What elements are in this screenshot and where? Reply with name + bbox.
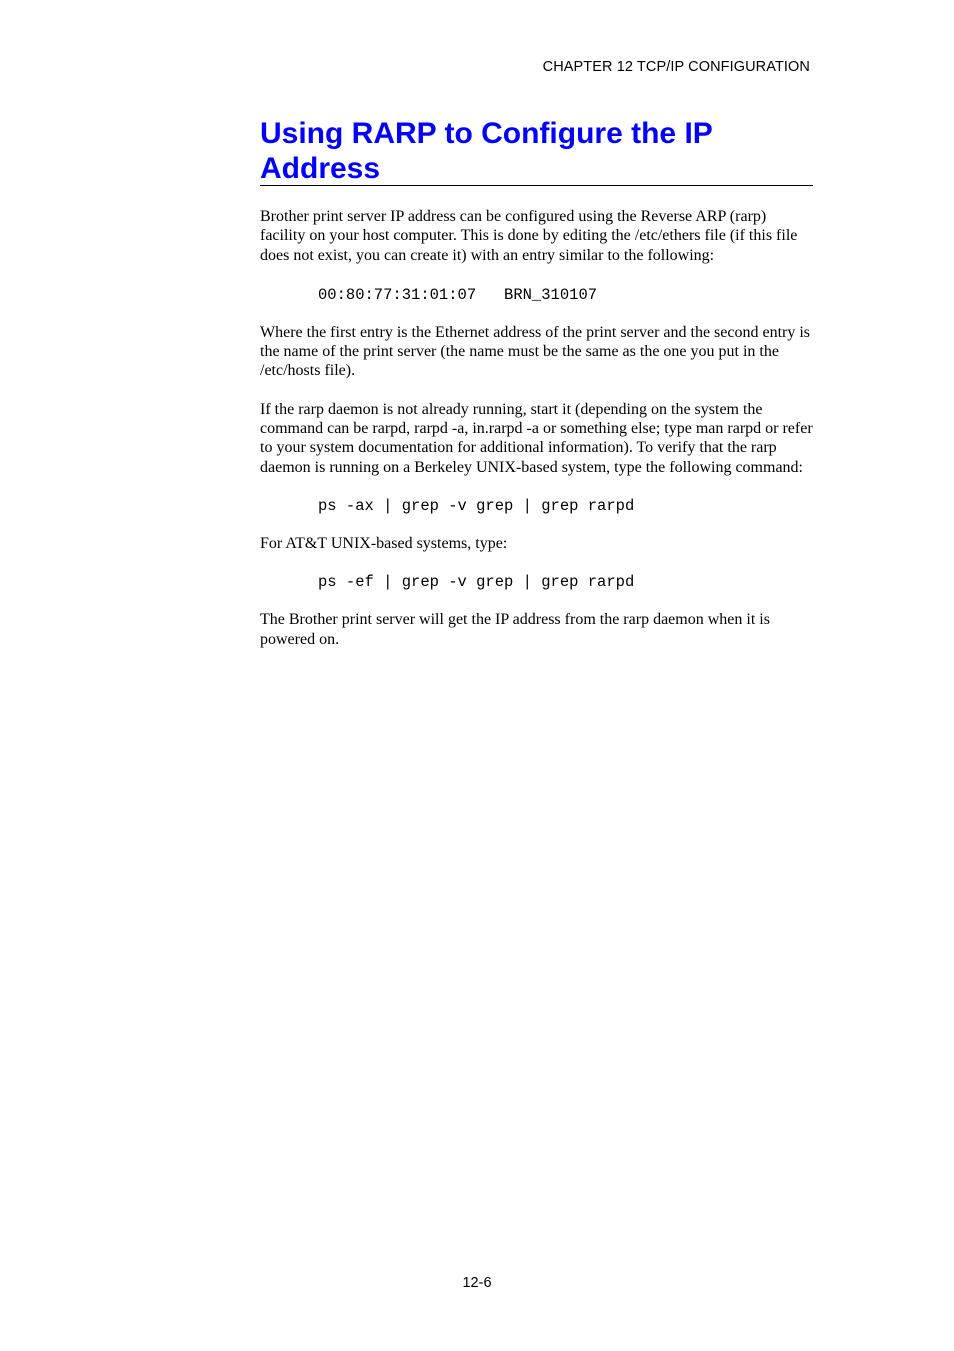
code-berkeley-command: ps -ax | grep -v grep | grep rarpd	[318, 496, 635, 515]
page-content	[260, 116, 813, 649]
paragraph-closing: The Brother print server will get the IP address from the rarp daemon when it is powered on.	[260, 611, 770, 648]
code-ethers-entry: 00:80:77:31:01:07 BRN_310107	[318, 285, 598, 304]
section-title-line-1: Using RARP to Configure the IP	[260, 117, 713, 150]
paragraph-entry-explanation: Where the first entry is the Ethernet address of the print server and the second entry is the name of the print server (the name must be the same as the one you put in the /etc/hosts file).	[260, 323, 811, 380]
section-title-line-2: Address	[260, 152, 381, 185]
section-title	[260, 116, 813, 186]
code-att-command: ps -ef | grep -v grep | grep rarpd	[318, 573, 635, 592]
paragraph-intro: Brother print server IP address can be configured using the Reverse ARP (rarp) facility on your host computer. This is done by editing the /etc/ethers file (if this file does not exist, you can create it) with an entry similar to the following:	[260, 208, 798, 264]
page-number: 12-6	[462, 1275, 492, 1291]
paragraph-rarp-daemon: If the rarp daemon is not already running, start it (depending on the system the command can be rarpd, rarpd -a, in.rarpd -a or something else; type man rarpd or refer to your system documentation for additional information). To verify that the rarp daemon is running on a Berkeley UNIX-based system, type the following command:	[260, 400, 813, 476]
paragraph-att-systems: For AT&T UNIX-based systems, type:	[260, 534, 508, 552]
running-header: CHAPTER 12 TCP/IP CONFIGURATION	[542, 59, 810, 75]
